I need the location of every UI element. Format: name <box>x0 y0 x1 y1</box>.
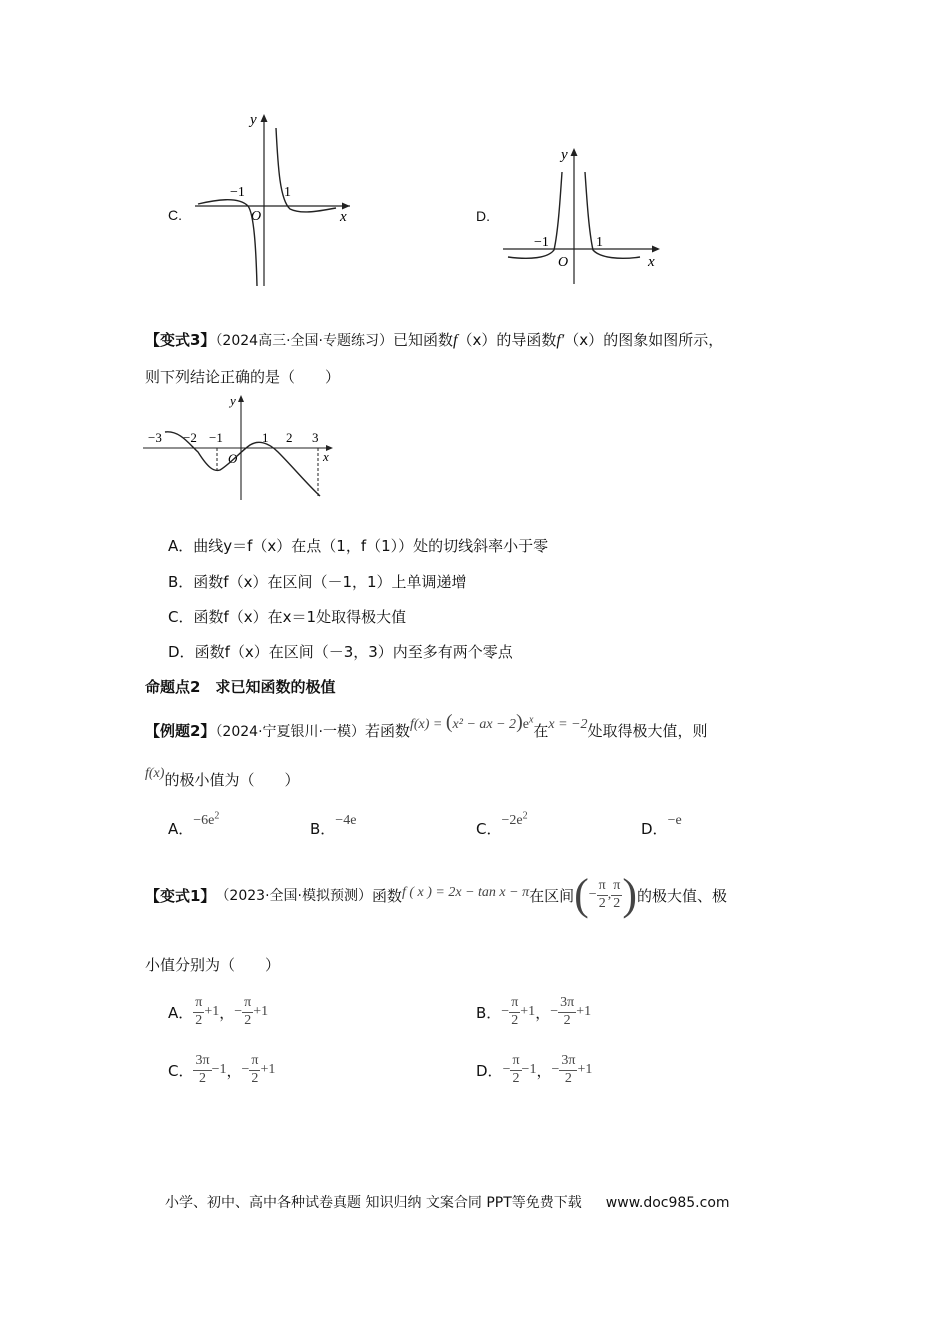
graph-d-origin: O <box>558 255 569 270</box>
variant1-line2: 小值分别为（ ） <box>145 956 281 974</box>
tick-neg2: −2 <box>183 430 197 445</box>
footer-url[interactable]: www.doc985.com <box>605 1195 730 1211</box>
graph-c-tick-1: 1 <box>284 185 291 200</box>
graph-c-origin: O <box>251 209 262 224</box>
derivative-graph-x-label: x <box>323 449 329 464</box>
variant1-interval: ( − $\frac{\pi}{2}$ , $\frac{\pi}{2}$ ) <box>574 870 637 919</box>
option-d-label: D. <box>476 208 490 224</box>
variant1-option-d[interactable]: D． − $\frac{\pi}{2}$ −1 ， − $\frac{3\pi}{2}$ +1 <box>476 1053 593 1086</box>
example2-option-d[interactable]: D．−e <box>641 813 682 838</box>
example2-option-b[interactable]: B．−4e <box>310 813 357 838</box>
derivative-graph-origin: O <box>228 451 238 466</box>
variant1-option-a[interactable]: A． $\frac{\pi}{2}$ +1 ， − $\frac{\pi}{2}$ +1 <box>168 995 269 1028</box>
footer-text: 小学、初中、高中各种试卷真题 知识归纳 文案合同 PPT等免费下载 <box>165 1195 582 1211</box>
footer <box>165 1192 730 1212</box>
example2-line1: 【例题2】（2024·宁夏银川·一模）若函数f(x) = (x² − ax − $2)e^x$在x = −2处取得极大值，则 <box>145 711 708 740</box>
example2-option-a[interactable]: A．$-6e^2$ <box>168 810 220 838</box>
tick-2: 2 <box>286 430 293 445</box>
graph-c-right-curve <box>276 128 336 212</box>
tick-neg1: −1 <box>209 430 223 445</box>
derivative-curve <box>165 432 320 496</box>
graph-c-tick-neg1: −1 <box>230 185 245 200</box>
derivative-graph-y-label: y <box>230 393 236 408</box>
graph-d-y-label: y <box>561 147 568 163</box>
variant1-line1: 【变式1】 （2023·全国·模拟预测） 函数 f ( x ) = 2x − tan x − π 在区间 ( − $\frac{\pi}{2}$ , $\frac{\pi}{2}$ ) 的极大值、极 <box>145 870 727 919</box>
variant3-option-b[interactable]: B．函数f（x）在区间（－1，1）上单调递增 <box>168 573 467 591</box>
variant3-line1: 【变式3】（2024高三·全国·专题练习）已知函数f（x）的导函数f′（x）的图象如图所示， <box>145 331 724 349</box>
graph-c-y-label: y <box>250 112 257 128</box>
graph-d-x-label: x <box>648 254 655 270</box>
variant1-option-c[interactable]: C． $\frac{3\pi}{2}$ −1 ， − $\frac{\pi}{2}$ +1 <box>168 1053 276 1086</box>
example2-function: f(x) = (x² − ax − $2)e^x$ <box>409 711 534 733</box>
tick-3: 3 <box>312 430 319 445</box>
example2-line2: f(x)的极小值为（ ） <box>145 766 300 789</box>
variant3-option-c[interactable]: C．函数f（x）在x＝1处取得极大值 <box>168 608 407 626</box>
variant3-option-d[interactable]: D．函数f（x）在区间（－3，3）内至多有两个零点 <box>168 643 513 661</box>
derivative-graph <box>140 390 340 502</box>
option-c-label: C. <box>168 207 182 223</box>
section-heading: 命题点2 求已知函数的极值 <box>145 678 336 696</box>
variant3-line2: 则下列结论正确的是（ ） <box>145 368 341 386</box>
graph-c-x-label: x <box>340 209 347 225</box>
graph-d-right-curve <box>585 172 640 258</box>
graph-c <box>190 108 360 288</box>
variant3-source: （2024高三·全国·专题练习） <box>215 333 393 349</box>
graph-d-tick-neg1: −1 <box>534 235 549 250</box>
variant1-option-b[interactable]: B． − $\frac{\pi}{2}$ +1 ， − $\frac{3\pi}{2}$ +1 <box>476 995 592 1028</box>
graph-d-tick-1: 1 <box>596 235 603 250</box>
tick-neg3: −3 <box>148 430 162 445</box>
variant3-tag: 【变式3】 <box>145 331 216 349</box>
graph-d <box>500 142 670 287</box>
tick-1: 1 <box>262 430 269 445</box>
graph-c-left-curve <box>198 200 257 286</box>
variant3-stem1: 已知函数 <box>392 331 453 349</box>
example2-option-c[interactable]: C．$-2e^2$ <box>476 810 528 838</box>
variant3-option-a[interactable]: A．曲线y＝f（x）在点（1，f（1））处的切线斜率小于零 <box>168 537 549 555</box>
